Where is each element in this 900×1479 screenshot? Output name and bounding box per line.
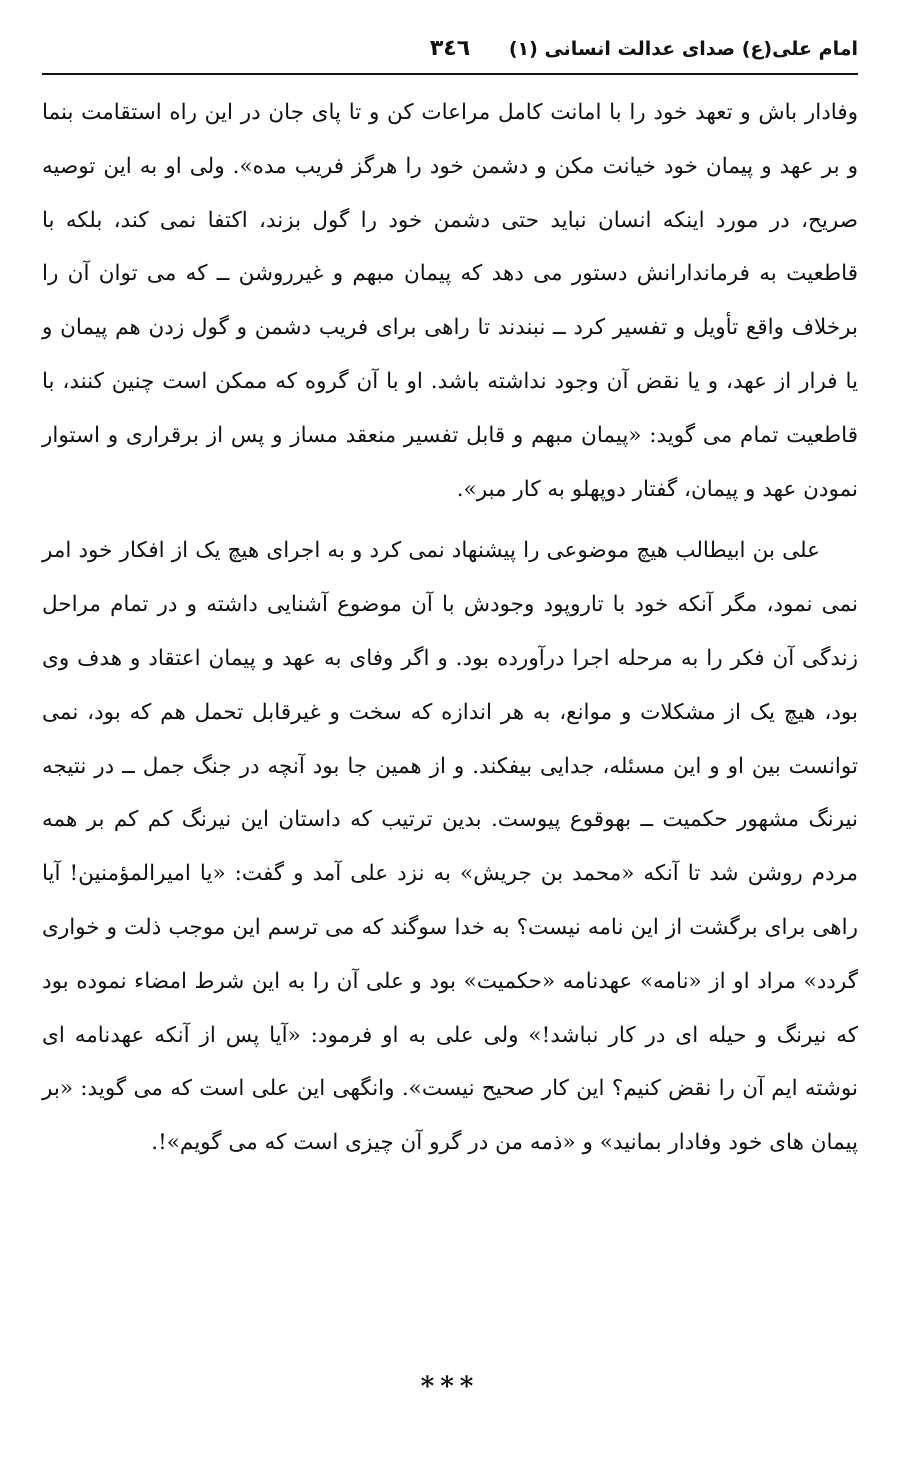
- body-text: [42, 86, 858, 1170]
- page-header: [42, 30, 858, 74]
- paragraph-2: علی بن ابیطالب هیچ موضوعی را پیشنهاد نمی کرد و به اجرای هیچ یک از افکار خود امر نمی نمود، مگر آنکه خود با تاروپود وجودش با آن موضوع آشنایی داشته و در تمام مراحل زندگی آن فکر را به مرحله اجرا درآورده بود. و اگر وفای به عهد و پیمان اعتقاد و هدف وی بود، هیچ یک از مشکلات و موانع، به هر اندازه که سخت و غیرقابل تحمل هم که بود، نمی توانست بین او و این مسئله، جدایی بیفکند. و از همین جا بود آنچه در جنگ جمل ــ در نتیجه نیرنگ مشهور حکمیت ــ بهوقوع پیوست. بدین ترتیب که داستان این نیرنگ کم کم بر همه مردم روشن شد تا آنکه «محمد بن جریش» به نزد علی آمد و گفت: «یا امیرالمؤمنین! آیا راهی برای برگشت از این نامه نیست؟ به خدا سوگند که می ترسم این موجب ذلت و خواری گردد» مراد او از «نامه» عهدنامه «حکمیت» بود و علی آن را به این شرط امضاء نموده بود که نیرنگ و حیله ای در کار نباشد!» ولی علی به او فرمود: «آیا پس از آنکه عهدنامه ای نوشته ایم آن را نقض کنیم؟ این کار صحیح نیست». وانگهی این علی است که می گوید: «بر پیمان های خود وفادار بمانید» و «ذمه من در گرو آن چیزی است که می گویم»!.: [42, 538, 858, 1156]
- page-number: ۳٤٦: [429, 36, 471, 61]
- paragraph-1: وفادار باش و تعهد خود را با امانت کامل مراعات کن و تا پای جان در این راه استقامت بنما و بر عهد و پیمان خود خیانت مکن و دشمن خود را هرگز فریب مده». ولی او به این توصیه صریح، در مورد اینکه انسان نباید حتی دشمن خود را گول بزند، اکتفا نمی کند، بلکه با قاطعیت به فرماندارانش دستور می دهد که پیمان مبهم و غیرروشن ــ که می توان آن را برخلاف واقع تأویل و تفسیر کرد ــ نبندند تا راهی برای فریب دشمن و گول زدن هم پیمان و یا فرار از عهد، و یا نقض آن وجود نداشته باشد. او با آن گروه که ممکن است چنین کنند، با قاطعیت تمام می گوید: «پیمان مبهم و قابل تفسیر منعقد مساز و پس از برقراری و استوار نمودن عهد و پیمان، گفتار دوپهلو به کار مبر».: [42, 100, 858, 502]
- section-separator: ***: [420, 1372, 480, 1402]
- running-title: امام علی(ع) صدای عدالت انسانی (۱): [508, 38, 858, 60]
- header-divider: [42, 73, 858, 75]
